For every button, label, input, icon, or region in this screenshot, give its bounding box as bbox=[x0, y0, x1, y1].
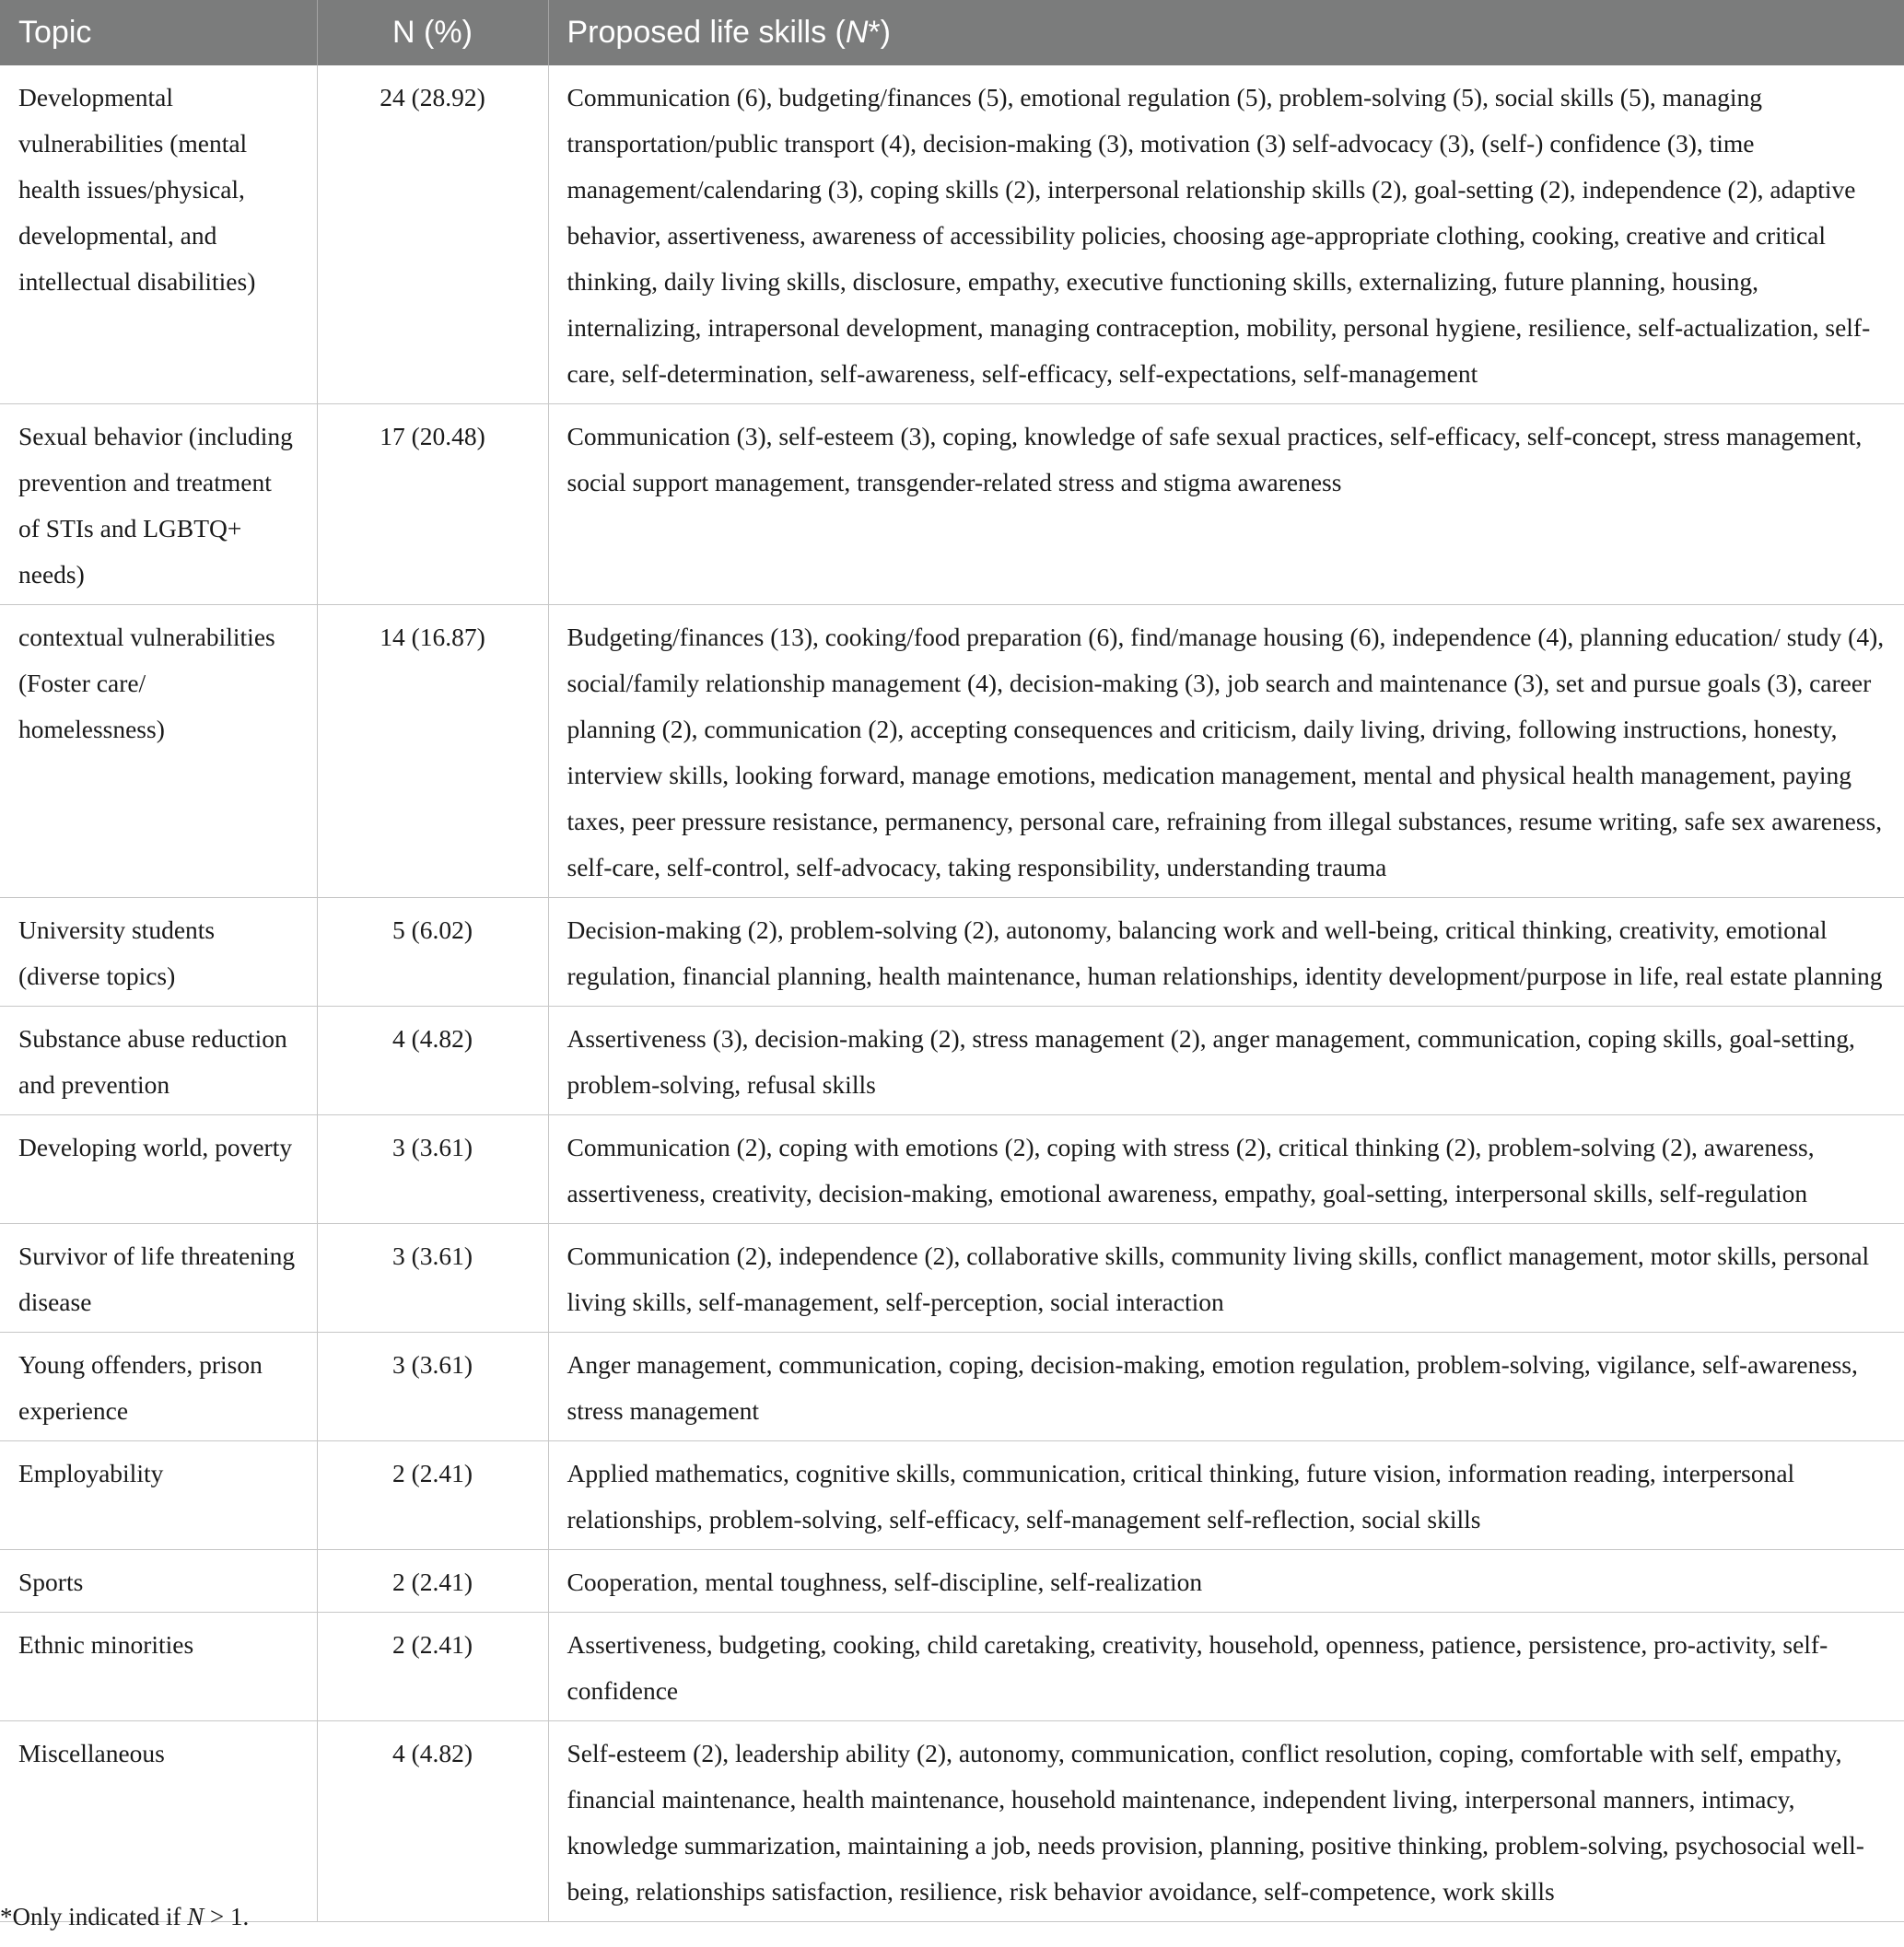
cell-n-percent: 2 (2.41) bbox=[317, 1613, 548, 1721]
cell-n-percent: 3 (3.61) bbox=[317, 1333, 548, 1441]
cell-n-percent: 5 (6.02) bbox=[317, 898, 548, 1007]
cell-n-percent: 24 (28.92) bbox=[317, 65, 548, 404]
table-row bbox=[0, 1007, 1904, 1115]
cell-topic: Developing world, poverty bbox=[0, 1115, 317, 1224]
cell-skills: Assertiveness (3), decision-making (2), stress management (2), anger management, communication, coping skills, goal-setting, problem-solving, refusal skills bbox=[548, 1007, 1904, 1115]
cell-skills: Budgeting/finances (13), cooking/food preparation (6), find/manage housing (6), independence (4), planning education/ study (4), social/family relationship management (4), decision-making (3), job search and maintenance (3), set and pursue goals (3), career planning (2), communication (2), accepting consequences and criticism, daily living, driving, following instructions, honesty, interview skills, looking forward, manage emotions, medication management, mental and physical health management, paying taxes, peer pressure resistance, permanency, personal care, refraining from illegal substances, resume writing, safe sex awareness, self-care, self-control, self-advocacy, taking responsibility, understanding trauma bbox=[548, 605, 1904, 898]
cell-topic: Ethnic minorities bbox=[0, 1613, 317, 1721]
header-skills-n: N bbox=[845, 15, 869, 50]
cell-topic: Employability bbox=[0, 1441, 317, 1550]
table-row bbox=[0, 1333, 1904, 1441]
table-row bbox=[0, 1613, 1904, 1721]
header-skills-suffix: *) bbox=[868, 15, 891, 50]
cell-skills: Anger management, communication, coping, decision-making, emotion regulation, problem-solving, vigilance, self-awareness, stress management bbox=[548, 1333, 1904, 1441]
cell-topic: Survivor of life threatening disease bbox=[0, 1224, 317, 1333]
table-footnote bbox=[0, 1898, 249, 1935]
cell-topic: contextual vulnerabilities (Foster care/ homelessness) bbox=[0, 605, 317, 898]
cell-topic: Miscellaneous bbox=[0, 1721, 317, 1922]
table-row bbox=[0, 898, 1904, 1007]
table-row bbox=[0, 1115, 1904, 1224]
cell-skills: Cooperation, mental toughness, self-discipline, self-realization bbox=[548, 1550, 1904, 1613]
cell-topic: University students (diverse topics) bbox=[0, 898, 317, 1007]
table-row bbox=[0, 1550, 1904, 1613]
table-row bbox=[0, 1441, 1904, 1550]
table-header bbox=[0, 0, 1904, 65]
header-n-percent: N (%) bbox=[317, 0, 548, 65]
cell-topic: Sports bbox=[0, 1550, 317, 1613]
cell-n-percent: 4 (4.82) bbox=[317, 1721, 548, 1922]
header-row bbox=[0, 0, 1904, 65]
header-skills-prefix: Proposed life skills ( bbox=[567, 15, 846, 50]
cell-topic: Young offenders, prison experience bbox=[0, 1333, 317, 1441]
cell-n-percent: 4 (4.82) bbox=[317, 1007, 548, 1115]
cell-n-percent: 3 (3.61) bbox=[317, 1115, 548, 1224]
table-body bbox=[0, 65, 1904, 1922]
table-row bbox=[0, 1224, 1904, 1333]
cell-skills: Communication (3), self-esteem (3), coping, knowledge of safe sexual practices, self-efficacy, self-concept, stress management, social support management, transgender-related stress and stigma awareness bbox=[548, 404, 1904, 605]
cell-topic: Substance abuse reduction and prevention bbox=[0, 1007, 317, 1115]
header-topic: Topic bbox=[0, 0, 317, 65]
cell-skills: Self-esteem (2), leadership ability (2), autonomy, communication, conflict resolution, coping, comfortable with self, empathy, financial maintenance, health maintenance, household maintenance, independent living, interpersonal manners, intimacy, knowledge summarization, maintaining a job, needs provision, planning, positive thinking, problem-solving, psychosocial well-being, relationships satisfaction, resilience, risk behavior avoidance, self-competence, work skills bbox=[548, 1721, 1904, 1922]
cell-n-percent: 17 (20.48) bbox=[317, 404, 548, 605]
table-row bbox=[0, 404, 1904, 605]
footnote-n: N bbox=[187, 1903, 204, 1930]
cell-n-percent: 14 (16.87) bbox=[317, 605, 548, 898]
cell-topic: Sexual behavior (including prevention and treatment of STIs and LGBTQ+ needs) bbox=[0, 404, 317, 605]
cell-n-percent: 3 (3.61) bbox=[317, 1224, 548, 1333]
table-row bbox=[0, 1721, 1904, 1922]
cell-skills: Communication (6), budgeting/finances (5), emotional regulation (5), problem-solving (5), social skills (5), managing transportation/public transport (4), decision-making (3), motivation (3) self-advocacy (3), (self-) confidence (3), time management/calendaring (3), coping skills (2), interpersonal relationship skills (2), goal-setting (2), independence (2), adaptive behavior, assertiveness, awareness of accessibility policies, choosing age-appropriate clothing, cooking, creative and critical thinking, daily living skills, disclosure, empathy, executive functioning skills, externalizing, future planning, housing, internalizing, intrapersonal development, managing contraception, mobility, personal hygiene, resilience, self-actualization, self-care, self-determination, self-awareness, self-efficacy, self-expectations, self-management bbox=[548, 65, 1904, 404]
cell-skills: Assertiveness, budgeting, cooking, child caretaking, creativity, household, openness, patience, persistence, pro-activity, self-confidence bbox=[548, 1613, 1904, 1721]
table-row bbox=[0, 605, 1904, 898]
cell-skills: Applied mathematics, cognitive skills, communication, critical thinking, future vision, information reading, interpersonal relationships, problem-solving, self-efficacy, self-management self-reflection, social skills bbox=[548, 1441, 1904, 1550]
footnote-prefix: *Only indicated if bbox=[0, 1903, 188, 1930]
cell-skills: Communication (2), coping with emotions (2), coping with stress (2), critical thinking (2), problem-solving (2), awareness, assertiveness, creativity, decision-making, emotional awareness, empathy, goal-setting, interpersonal skills, self-regulation bbox=[548, 1115, 1904, 1224]
header-proposed-skills bbox=[548, 0, 1904, 65]
cell-n-percent: 2 (2.41) bbox=[317, 1550, 548, 1613]
cell-skills: Communication (2), independence (2), collaborative skills, community living skills, conflict management, motor skills, personal living skills, self-management, self-perception, social interaction bbox=[548, 1224, 1904, 1333]
cell-n-percent: 2 (2.41) bbox=[317, 1441, 548, 1550]
cell-topic: Developmental vulnerabilities (mental health issues/physical, developmental, and intellectual disabilities) bbox=[0, 65, 317, 404]
table-row bbox=[0, 65, 1904, 404]
cell-skills: Decision-making (2), problem-solving (2), autonomy, balancing work and well-being, critical thinking, creativity, emotional regulation, financial planning, health maintenance, human relationships, identity development/purpose in life, real estate planning bbox=[548, 898, 1904, 1007]
footnote-suffix: > 1. bbox=[204, 1903, 250, 1930]
